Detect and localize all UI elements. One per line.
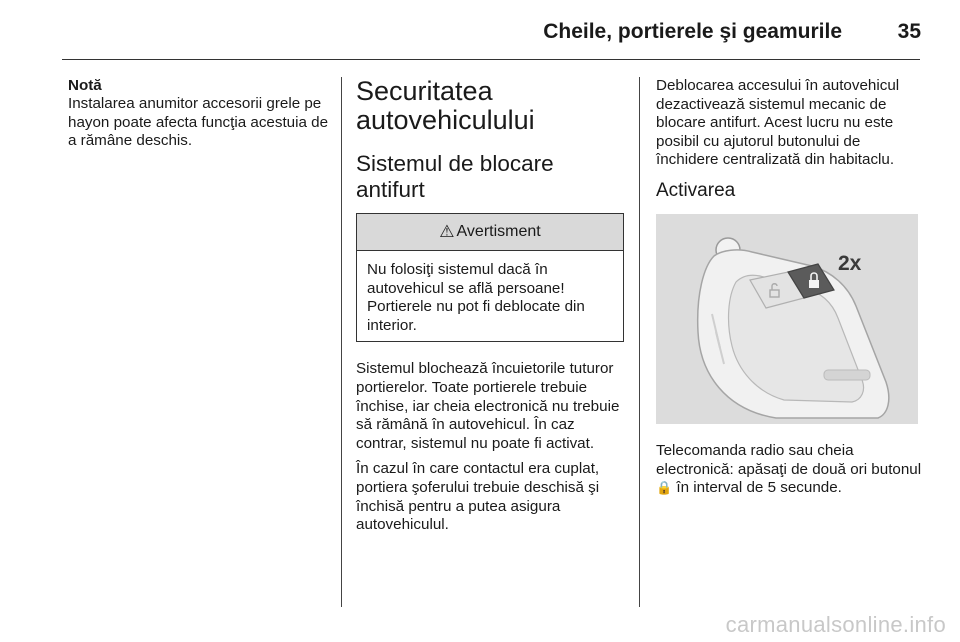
column-3: [656, 77, 922, 506]
figure-caption: [656, 442, 922, 499]
subsection-heading: Sistemul de blocare antifurt: [356, 151, 554, 202]
lock-button-icon: 🔒: [656, 481, 673, 497]
paragraph: Sistemul blochează încuietorile tuturor portierelor. Toate portierele trebuie închise, iar cheia electronică nu trebuie să rămână în autovehicul. În caz contrar, sistemul nu poate fi activat.: [356, 360, 620, 452]
warning-triangle-icon: ⚠: [439, 222, 455, 241]
note-label: Notă: [68, 77, 102, 94]
column-1: [68, 77, 330, 158]
column-divider-2: [639, 77, 640, 607]
paragraph: În cazul în care contactul era cuplat, portiera şoferului trebuie deschisă şi închisă pentru a putea asigura autovehiculul.: [356, 460, 600, 534]
column-2: [356, 77, 624, 542]
warning-body: [357, 251, 623, 341]
key-fob-illustration: [656, 214, 918, 424]
running-header-title: Cheile, portierele şi geamurile: [543, 20, 842, 43]
press-count-label: 2x: [838, 251, 862, 275]
note-text: Instalarea anumitor accesorii grele pe hayon poate afecta funcţia acestuia de a rămâne deschis.: [68, 95, 329, 150]
warning-text: Nu folosiţi sistemul dacă în autovehicul se află persoane! Portierele nu pot fi deblocate din interior.: [367, 261, 585, 334]
paragraph: Deblocarea accesului în autovehicul dezactivează sistemul mecanic de blocare antifurt. Acest lucru nu este posibil cu ajutorul butonului de închidere centralizată din habitaclu.: [656, 77, 900, 169]
warning-header: [357, 214, 623, 251]
warning-box: [356, 213, 624, 342]
page-number: 35: [897, 20, 921, 43]
activation-heading: Activarea: [656, 179, 736, 201]
warning-title: Avertisment: [456, 223, 541, 240]
caption-text: în interval de 5 secunde.: [676, 479, 842, 497]
section-heading: Securitatea autovehiculului: [356, 76, 535, 135]
header-divider: [62, 59, 920, 60]
caption-text: Telecomanda radio sau cheia electronică: apăsaţi de două ori butonul: [656, 441, 922, 478]
column-divider-1: [341, 77, 342, 607]
watermark: carmanualsonline.info: [725, 612, 946, 637]
